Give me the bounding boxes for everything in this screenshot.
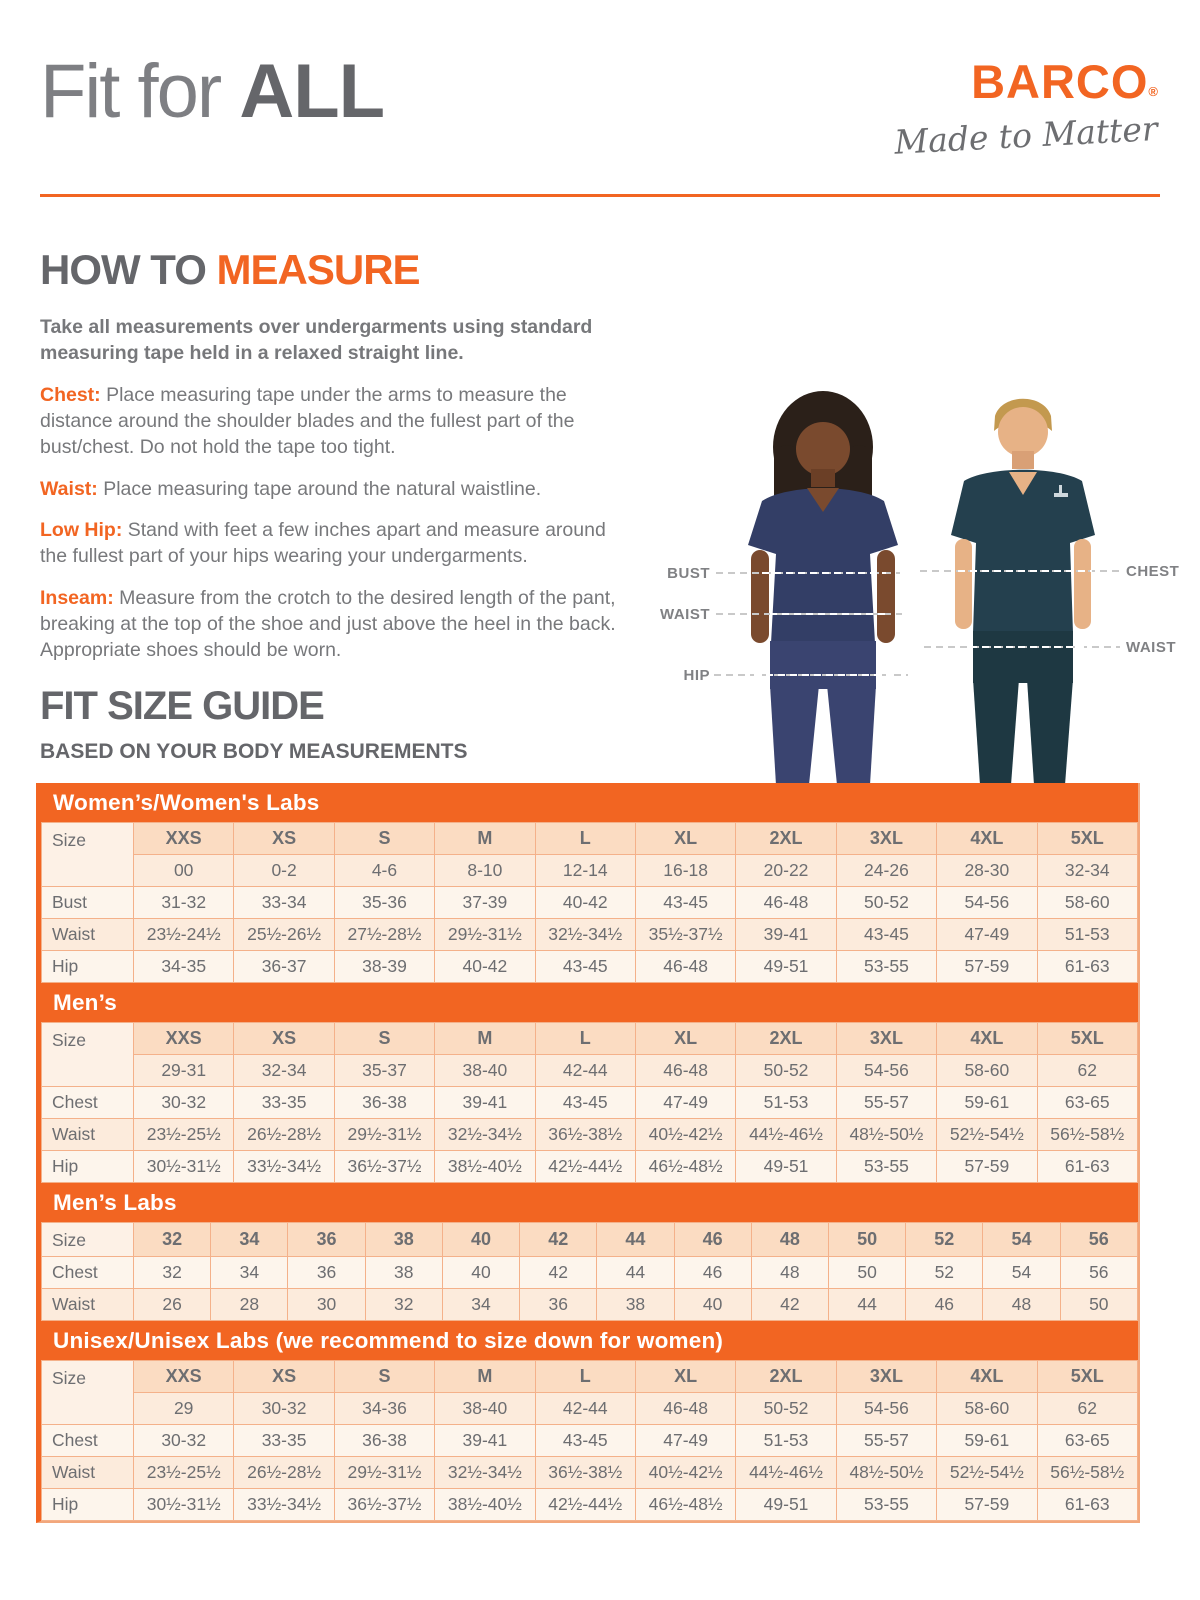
measurement-value-cell: 42: [751, 1289, 828, 1321]
size-col-header: 38: [365, 1223, 442, 1257]
measurement-value-cell: 46½-48½: [635, 1151, 735, 1183]
size-number-cell: 42-44: [535, 1393, 635, 1425]
size-col-header: XL: [635, 1023, 735, 1055]
measurement-value-cell: 40: [442, 1257, 519, 1289]
size-number-cell: 54-56: [836, 1055, 936, 1087]
measurement-row: [42, 1151, 1138, 1183]
measurement-row: [42, 1119, 1138, 1151]
how-to-measure-heading: [40, 246, 630, 294]
measurement-value-cell: 34: [442, 1289, 519, 1321]
size-number-cell: 46-48: [635, 1055, 735, 1087]
measure-item: Inseam: Measure from the crotch to the desired length of the pant, breaking at the top of the shoe and just above the heel in the back. Appropriate shoes should be worn.: [40, 586, 616, 662]
size-col-header: 32: [134, 1223, 211, 1257]
brand-logo-text: BARCO: [971, 55, 1149, 108]
measurement-value-cell: 32½-34½: [535, 919, 635, 951]
size-number-cell: 24-26: [836, 855, 936, 887]
size-col-header: 40: [442, 1223, 519, 1257]
size-row-label: Size: [42, 1223, 134, 1257]
measurement-value-cell: 58-60: [1037, 887, 1137, 919]
measurement-value-cell: 38-39: [334, 951, 434, 983]
measurement-row: [42, 1425, 1138, 1457]
hip-label: HIP: [683, 667, 710, 684]
how-to-measure-section: [40, 246, 630, 663]
size-number-cell: 29: [134, 1393, 234, 1425]
size-col-header: XL: [635, 1361, 735, 1393]
measurement-value-cell: 29½-31½: [334, 1457, 434, 1489]
measurement-value-cell: 39-41: [435, 1425, 535, 1457]
measurement-value-cell: 49-51: [736, 1151, 836, 1183]
measurement-row: [42, 1087, 1138, 1119]
measurement-value-cell: 53-55: [836, 1489, 936, 1521]
measurement-value-cell: 53-55: [836, 951, 936, 983]
size-col-header: 50: [828, 1223, 905, 1257]
measurement-value-cell: 54-56: [937, 887, 1037, 919]
measurement-value-cell: 59-61: [937, 1425, 1037, 1457]
measurement-row-label: Waist: [42, 919, 134, 951]
heading-orange-part: MEASURE: [216, 246, 420, 293]
size-number-cell: 28-30: [937, 855, 1037, 887]
size-col-header: L: [535, 1361, 635, 1393]
measurement-value-cell: 61-63: [1037, 1489, 1137, 1521]
measurement-row-label: Bust: [42, 887, 134, 919]
size-table: [41, 1360, 1138, 1521]
size-col-header: 2XL: [736, 1361, 836, 1393]
measurement-row: [42, 1489, 1138, 1521]
measurement-value-cell: 27½-28½: [334, 919, 434, 951]
size-header-row: [42, 1023, 1138, 1055]
size-number-cell: 8-10: [435, 855, 535, 887]
measurement-value-cell: 36½-38½: [535, 1119, 635, 1151]
size-table: [41, 1222, 1138, 1321]
size-col-header: 2XL: [736, 823, 836, 855]
measurement-value-cell: 44½-46½: [736, 1457, 836, 1489]
size-table-banner: Men’s: [41, 983, 1138, 1022]
measurement-value-cell: 57-59: [937, 1151, 1037, 1183]
measurement-row: [42, 951, 1138, 983]
measurement-value-cell: 40-42: [535, 887, 635, 919]
measurement-value-cell: 26½-28½: [234, 1457, 334, 1489]
measurement-value-cell: 46-48: [635, 951, 735, 983]
size-numbers-row: [42, 1055, 1138, 1087]
measurement-value-cell: 53-55: [836, 1151, 936, 1183]
fit-size-guide-subheading: BASED ON YOUR BODY MEASUREMENTS: [40, 740, 468, 763]
size-col-header: 56: [1060, 1223, 1137, 1257]
measurement-value-cell: 51-53: [736, 1425, 836, 1457]
measurement-value-cell: 42½-44½: [535, 1151, 635, 1183]
measurement-value-cell: 48½-50½: [836, 1457, 936, 1489]
models-illustration: [658, 385, 1178, 785]
brand-tagline: Made to Matter: [893, 109, 1160, 162]
size-col-header: 52: [906, 1223, 983, 1257]
measurement-value-cell: 43-45: [535, 1425, 635, 1457]
measurement-value-cell: 61-63: [1037, 951, 1137, 983]
measurement-value-cell: 39-41: [736, 919, 836, 951]
size-col-header: M: [435, 823, 535, 855]
measurement-value-cell: 33-35: [234, 1087, 334, 1119]
size-number-cell: 38-40: [435, 1393, 535, 1425]
measure-item-label: Inseam:: [40, 586, 114, 609]
size-number-cell: 50-52: [736, 1055, 836, 1087]
size-col-header: M: [435, 1023, 535, 1055]
size-col-header: XS: [234, 823, 334, 855]
measurement-value-cell: 49-51: [736, 951, 836, 983]
size-col-header: 3XL: [836, 1023, 936, 1055]
measurement-row-label: Chest: [42, 1087, 134, 1119]
measurement-value-cell: 37-39: [435, 887, 535, 919]
size-number-cell: 16-18: [635, 855, 735, 887]
measurement-value-cell: 44½-46½: [736, 1119, 836, 1151]
size-col-header: 44: [597, 1223, 674, 1257]
measure-item-label: Low Hip:: [40, 518, 123, 541]
measurement-value-cell: 29½-31½: [334, 1119, 434, 1151]
measurement-value-cell: 42½-44½: [535, 1489, 635, 1521]
size-col-header: 5XL: [1037, 1361, 1137, 1393]
size-number-cell: 30-32: [234, 1393, 334, 1425]
measurement-row: [42, 1289, 1138, 1321]
size-row-label: Size: [42, 823, 134, 887]
size-number-cell: 34-36: [334, 1393, 434, 1425]
size-col-header: 3XL: [836, 823, 936, 855]
size-col-header: 5XL: [1037, 823, 1137, 855]
size-col-header: 2XL: [736, 1023, 836, 1055]
measurement-row-label: Hip: [42, 1151, 134, 1183]
measure-intro: Take all measurements over undergarments using standard measuring tape held in a relaxed straight line.: [40, 316, 593, 365]
measurement-value-cell: 36-37: [234, 951, 334, 983]
heading-gray-part: HOW TO: [40, 246, 217, 293]
woman-figure: [748, 391, 898, 785]
size-table-section: [41, 983, 1138, 1183]
size-number-cell: 4-6: [334, 855, 434, 887]
size-number-cell: 0-2: [234, 855, 334, 887]
size-header-row: [42, 1361, 1138, 1393]
measurement-value-cell: 33½-34½: [234, 1489, 334, 1521]
size-number-cell: 12-14: [535, 855, 635, 887]
size-col-header: 48: [751, 1223, 828, 1257]
size-header-row: [42, 823, 1138, 855]
size-col-header: 4XL: [937, 1361, 1037, 1393]
page-title: [40, 48, 384, 135]
measure-items: [40, 382, 630, 664]
measurement-value-cell: 31-32: [134, 887, 234, 919]
measurement-value-cell: 33-35: [234, 1425, 334, 1457]
measurement-row: [42, 1457, 1138, 1489]
size-number-cell: 58-60: [937, 1393, 1037, 1425]
measurement-value-cell: 51-53: [1037, 919, 1137, 951]
measurement-value-cell: 55-57: [836, 1087, 936, 1119]
measurement-value-cell: 38½-40½: [435, 1151, 535, 1183]
measurement-value-cell: 48: [751, 1257, 828, 1289]
measurement-value-cell: 59-61: [937, 1087, 1037, 1119]
page-title-bold: ALL: [239, 49, 385, 134]
measurement-value-cell: 43-45: [635, 887, 735, 919]
size-number-cell: 32-34: [234, 1055, 334, 1087]
measurement-value-cell: 50: [828, 1257, 905, 1289]
size-table-section: [41, 1183, 1138, 1321]
size-numbers-row: [42, 855, 1138, 887]
waist-label-right: WAIST: [1126, 639, 1176, 656]
size-col-header: 54: [983, 1223, 1060, 1257]
measurement-value-cell: 36½-38½: [535, 1457, 635, 1489]
measurement-value-cell: 50: [1060, 1289, 1137, 1321]
size-number-cell: 62: [1037, 1393, 1137, 1425]
measurement-row: [42, 887, 1138, 919]
bust-label: BUST: [667, 565, 710, 582]
measurement-value-cell: 56½-58½: [1037, 1457, 1137, 1489]
size-table-banner: Women’s/Women's Labs: [41, 783, 1138, 822]
measurement-value-cell: 36: [520, 1289, 597, 1321]
size-row-label: Size: [42, 1361, 134, 1425]
size-table-banner: Unisex/Unisex Labs (we recommend to size down for women): [41, 1321, 1138, 1360]
size-number-cell: 54-56: [836, 1393, 936, 1425]
measurement-value-cell: 30-32: [134, 1087, 234, 1119]
size-col-header: L: [535, 1023, 635, 1055]
size-col-header: S: [334, 823, 434, 855]
measurement-value-cell: 40: [674, 1289, 751, 1321]
size-col-header: XXS: [134, 1361, 234, 1393]
measurement-value-cell: 56: [1060, 1257, 1137, 1289]
measurement-value-cell: 35½-37½: [635, 919, 735, 951]
size-col-header: XS: [234, 1023, 334, 1055]
registered-mark: ®: [1148, 84, 1158, 99]
size-number-cell: 35-37: [334, 1055, 434, 1087]
size-number-cell: 58-60: [937, 1055, 1037, 1087]
measurement-value-cell: 36-38: [334, 1087, 434, 1119]
measurement-value-cell: 32: [134, 1257, 211, 1289]
measurement-value-cell: 61-63: [1037, 1151, 1137, 1183]
size-col-header: L: [535, 823, 635, 855]
measurement-value-cell: 35-36: [334, 887, 434, 919]
measurement-value-cell: 32½-34½: [435, 1457, 535, 1489]
size-col-header: XL: [635, 823, 735, 855]
size-header-row: [42, 1223, 1138, 1257]
size-number-cell: 42-44: [535, 1055, 635, 1087]
measurement-value-cell: 47-49: [635, 1087, 735, 1119]
measurement-value-cell: 49-51: [736, 1489, 836, 1521]
measurement-value-cell: 42: [520, 1257, 597, 1289]
measurement-value-cell: 26: [134, 1289, 211, 1321]
measurement-value-cell: 40½-42½: [635, 1457, 735, 1489]
measurement-value-cell: 40½-42½: [635, 1119, 735, 1151]
page-title-regular: Fit for: [40, 49, 240, 134]
measurement-row: [42, 1257, 1138, 1289]
measurement-value-cell: 48: [983, 1289, 1060, 1321]
size-number-cell: 32-34: [1037, 855, 1137, 887]
size-col-header: 42: [520, 1223, 597, 1257]
measurement-value-cell: 46-48: [736, 887, 836, 919]
size-number-cell: 46-48: [635, 1393, 735, 1425]
measurement-value-cell: 57-59: [937, 1489, 1037, 1521]
measure-item: Chest: Place measuring tape under the arms to measure the distance around the shoulder blades and the fullest part of the bust/chest. Do not hold the tape too tight.: [40, 383, 575, 459]
measure-item-label: Waist:: [40, 477, 98, 500]
measurement-value-cell: 38: [365, 1257, 442, 1289]
measurement-value-cell: 38: [597, 1289, 674, 1321]
brand-logo: [893, 55, 1160, 162]
measurement-value-cell: 46: [906, 1289, 983, 1321]
size-col-header: 46: [674, 1223, 751, 1257]
size-number-cell: 00: [134, 855, 234, 887]
measurement-value-cell: 23½-25½: [134, 1119, 234, 1151]
measurement-value-cell: 44: [597, 1257, 674, 1289]
measurement-value-cell: 36½-37½: [334, 1489, 434, 1521]
measurement-row-label: Waist: [42, 1289, 134, 1321]
measurement-value-cell: 34: [211, 1257, 288, 1289]
measurement-value-cell: 52½-54½: [937, 1457, 1037, 1489]
size-table-banner: Men’s Labs: [41, 1183, 1138, 1222]
measurement-row-label: Hip: [42, 951, 134, 983]
measurement-value-cell: 36½-37½: [334, 1151, 434, 1183]
measurement-value-cell: 38½-40½: [435, 1489, 535, 1521]
size-number-cell: 20-22: [736, 855, 836, 887]
size-table-section: [41, 783, 1138, 983]
measurement-row-label: Waist: [42, 1119, 134, 1151]
measurement-value-cell: 34-35: [134, 951, 234, 983]
measurement-value-cell: 46½-48½: [635, 1489, 735, 1521]
measurement-value-cell: 26½-28½: [234, 1119, 334, 1151]
measurement-value-cell: 28: [211, 1289, 288, 1321]
size-table-section: [41, 1321, 1138, 1521]
size-col-header: XXS: [134, 823, 234, 855]
size-number-cell: 50-52: [736, 1393, 836, 1425]
measurement-value-cell: 33-34: [234, 887, 334, 919]
measurement-value-cell: 47-49: [937, 919, 1037, 951]
measurement-value-cell: 23½-25½: [134, 1457, 234, 1489]
measurement-value-cell: 55-57: [836, 1425, 936, 1457]
size-col-header: XS: [234, 1361, 334, 1393]
measurement-value-cell: 30½-31½: [134, 1489, 234, 1521]
measurement-value-cell: 54: [983, 1257, 1060, 1289]
measurement-row-label: Chest: [42, 1425, 134, 1457]
size-number-cell: 62: [1037, 1055, 1137, 1087]
size-numbers-row: [42, 1393, 1138, 1425]
size-col-header: 5XL: [1037, 1023, 1137, 1055]
size-col-header: 3XL: [836, 1361, 936, 1393]
size-col-header: S: [334, 1361, 434, 1393]
measurement-value-cell: 63-65: [1037, 1425, 1137, 1457]
measurement-value-cell: 29½-31½: [435, 919, 535, 951]
measurement-value-cell: 51-53: [736, 1087, 836, 1119]
size-table: [41, 822, 1138, 983]
size-col-header: M: [435, 1361, 535, 1393]
measurement-value-cell: 43-45: [836, 919, 936, 951]
measurement-value-cell: 47-49: [635, 1425, 735, 1457]
measurement-row-label: Hip: [42, 1489, 134, 1521]
measurement-value-cell: 43-45: [535, 951, 635, 983]
size-col-header: S: [334, 1023, 434, 1055]
measurement-value-cell: 52½-54½: [937, 1119, 1037, 1151]
size-col-header: 4XL: [937, 1023, 1037, 1055]
measurement-value-cell: 43-45: [535, 1087, 635, 1119]
header-divider: [40, 194, 1160, 197]
measurement-value-cell: 57-59: [937, 951, 1037, 983]
size-row-label: Size: [42, 1023, 134, 1087]
measurement-value-cell: 23½-24½: [134, 919, 234, 951]
measurement-value-cell: 48½-50½: [836, 1119, 936, 1151]
man-figure: [951, 399, 1095, 785]
measurement-row: [42, 919, 1138, 951]
measurement-row-label: Chest: [42, 1257, 134, 1289]
measurement-figure: [658, 385, 1178, 785]
size-col-header: 36: [288, 1223, 365, 1257]
size-tables: [36, 783, 1140, 1523]
measurement-value-cell: 36-38: [334, 1425, 434, 1457]
measurement-value-cell: 32½-34½: [435, 1119, 535, 1151]
measurement-value-cell: 56½-58½: [1037, 1119, 1137, 1151]
measurement-value-cell: 30½-31½: [134, 1151, 234, 1183]
size-col-header: 4XL: [937, 823, 1037, 855]
measurement-value-cell: 46: [674, 1257, 751, 1289]
fit-size-guide-heading: FIT SIZE GUIDE: [40, 684, 324, 728]
size-number-cell: 38-40: [435, 1055, 535, 1087]
measurement-value-cell: 52: [906, 1257, 983, 1289]
measurement-value-cell: 39-41: [435, 1087, 535, 1119]
waist-label-left: WAIST: [660, 606, 710, 623]
size-col-header: 34: [211, 1223, 288, 1257]
measurement-value-cell: 30: [288, 1289, 365, 1321]
measurement-value-cell: 63-65: [1037, 1087, 1137, 1119]
measurement-value-cell: 44: [828, 1289, 905, 1321]
size-col-header: XXS: [134, 1023, 234, 1055]
measure-item: Low Hip: Stand with feet a few inches apart and measure around the fullest part of your hips wearing your undergarments.: [40, 518, 606, 568]
measurement-value-cell: 30-32: [134, 1425, 234, 1457]
measure-item-label: Chest:: [40, 383, 101, 406]
measurement-value-cell: 50-52: [836, 887, 936, 919]
measurement-value-cell: 40-42: [435, 951, 535, 983]
chest-label: CHEST: [1126, 563, 1180, 580]
measurement-row-label: Waist: [42, 1457, 134, 1489]
measurement-value-cell: 25½-26½: [234, 919, 334, 951]
measurement-value-cell: 33½-34½: [234, 1151, 334, 1183]
measure-item: Waist: Place measuring tape around the natural waistline.: [40, 477, 542, 500]
measurement-value-cell: 32: [365, 1289, 442, 1321]
measurement-value-cell: 36: [288, 1257, 365, 1289]
size-table: [41, 1022, 1138, 1183]
size-number-cell: 29-31: [134, 1055, 234, 1087]
